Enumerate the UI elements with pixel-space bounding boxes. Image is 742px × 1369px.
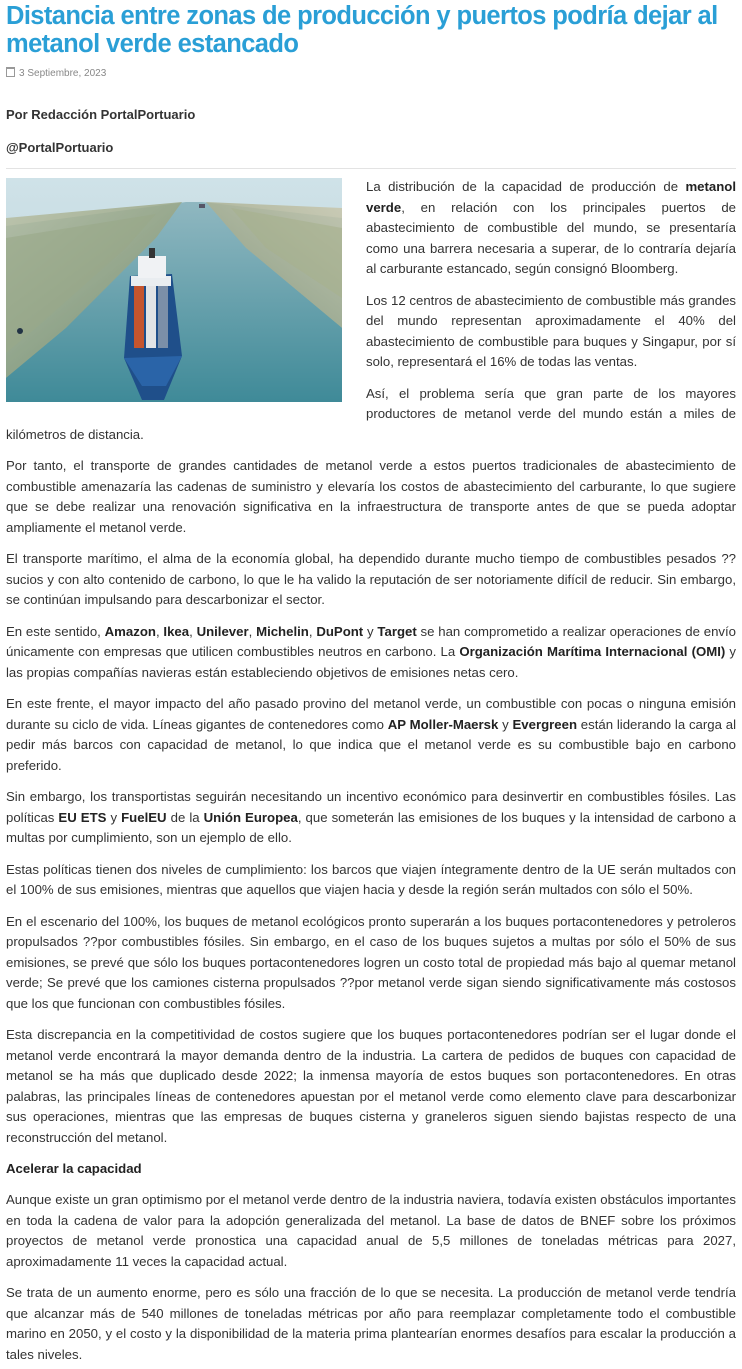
text-run: ,	[308, 623, 317, 639]
text-run: Esta discrepancia en la competitividad de costos sugiere que los buques portacontenedores podrían ser el lugar donde el metanol verde encontrará la mayor demanda dentro de la industria. La cartera de pedidos de buques con capacidad de metanol se ha más que duplicado desde 2022; la inmensa mayoría de estos buques son portacontenedores. En otras palabras, las principales líneas de contenedores apuestan por el metanol verde como elemento clave para descarbonizar sus operaciones, mientras que las empresas de buques cisterna y graneleros siguen siendo bajistas respecto de una reconstrucción del metanol.	[6, 1027, 736, 1145]
bold-term: metanol verde	[366, 179, 736, 215]
text-run: Se trata de un aumento enorme, pero es sólo una fracción de lo que se necesita. La producción de metanol verde tendría que alcanzar más de 540 millones de toneladas métricas por año para reemplazar completamente todo el combustible marino en 2050, y el costo y la disponibilidad de la materia prima plantearían enormes desafíos para escalar la producción a tales niveles.	[6, 1285, 736, 1362]
text-run: y	[498, 716, 513, 732]
article-photo	[6, 178, 342, 402]
post-date	[6, 67, 736, 81]
divider	[6, 168, 736, 169]
bold-term: Ikea	[163, 623, 190, 639]
bold-term: Target	[377, 623, 417, 639]
bold-term: Michelin	[256, 623, 309, 639]
text-run: La distribución de la capacidad de producción de	[366, 179, 686, 194]
paragraph-12	[6, 1190, 736, 1272]
bold-term: Unilever	[196, 623, 249, 639]
text-run: se han comprometido a realizar operaciones de envío únicamente con empresas que utilicen combustibles neutros en carbono. La	[6, 623, 736, 659]
paragraph-11	[6, 1025, 736, 1148]
text-run: y	[106, 809, 122, 825]
text-run: ,	[189, 623, 197, 639]
bold-term: AP Moller-Maersk	[387, 716, 499, 732]
text-run: ,	[155, 623, 164, 639]
text-run: Por tanto, el transporte de grandes cantidades de metanol verde a estos puertos tradicionales de abastecimiento de combustible amenazaría las cadenas de suministro y elevaría los costos de abastecimiento del carburante, lo que sugiere que se debe realizar una renovación significativa en la infraestructura de transporte antes de que se pueda adoptar ampliamente el metanol verde.	[6, 458, 736, 535]
paragraph-4	[6, 456, 736, 538]
text-run: , que someterán las emisiones de los buques y la intensidad de carbono a multas por cumplimiento, son un ejemplo de ello.	[6, 809, 737, 845]
text-run: , en relación con los principales puertos de abastecimiento de combustible del mundo, se presentaría como una barrera necesaria a superar, de lo contraría dejaría al carburante estancado, según consignó Bloomberg.	[366, 199, 736, 276]
article-body	[6, 177, 736, 1365]
paragraph-5	[6, 549, 736, 611]
text-run: están liderando la carga al pedir más barcos con capacidad de metanol, lo que indica que el metanol verde es su combustible bajo en carbono preferido.	[6, 716, 736, 773]
bold-term: Unión Europea	[203, 809, 298, 825]
bold-term: Amazon	[104, 623, 156, 639]
bold-term: FuelEU	[121, 809, 167, 825]
post-date-text: 3 Septiembre, 2023	[19, 68, 107, 79]
text-run: El transporte marítimo, el alma de la economía global, ha dependido durante mucho tiempo de combustibles pesados ??sucios y con alto contenido de carbono, lo que le ha valido la reputación de ser notoriamente difícil de reducir. Sin embargo, se continúan impulsando para descarbonizar el sector.	[6, 551, 736, 607]
text-run: Estas políticas tienen dos niveles de cumplimiento: los barcos que viajen íntegramente dentro de la UE serán multados con el 100% de sus emisiones, mientras que aquellos que viajen hacia y desde la región serán multados con sólo el 50%.	[6, 861, 736, 897]
bold-term: Organización Marítima Internacional (OMI)	[459, 644, 726, 659]
text-run: En este frente, el mayor impacto del año pasado provino del metanol verde, un combustible con pocas o ninguna emisión durante su ciclo de vida. Líneas gigantes de contenedores como	[6, 696, 736, 732]
text-run: Así, el problema sería que gran parte de los mayores productores de metanol verde del mundo están a miles de kilómetros de distancia.	[6, 385, 736, 442]
paragraph-9	[6, 860, 736, 901]
text-run: Los 12 centros de abastecimiento de combustible más grandes del mundo representan aproximadamente el 40% del abastecimiento de combustible para buques y Singapur, por sí solo, representará el 16% de todas las ventas.	[366, 292, 736, 369]
text-run: y	[363, 623, 378, 639]
article-title: Distancia entre zonas de producción y puertos podría dejar al metanol verde estancado	[6, 2, 718, 58]
text-run: ,	[248, 623, 257, 639]
bold-term: Evergreen	[512, 716, 578, 732]
paragraph-13	[6, 1283, 736, 1365]
section-subheading: Acelerar la capacidad	[6, 1161, 142, 1176]
text-run: Sin embargo, los transportistas seguirán necesitando un incentivo económico para desinvertir en combustibles fósiles. Las políticas	[6, 789, 736, 825]
text-run: de la	[166, 809, 204, 825]
bold-term: DuPont	[316, 623, 364, 639]
text-run: y las propias compañías navieras están estableciendo objetivos de emisiones netas cero.	[6, 644, 736, 680]
bold-term: EU ETS	[58, 809, 107, 825]
paragraph-6	[6, 622, 736, 684]
paragraph-7	[6, 694, 736, 776]
text-run: En el escenario del 100%, los buques de metanol ecológicos pronto superarán a los buques portacontenedores y petroleros propulsados ??por combustibles fósiles. Sin embargo, en el caso de los buques sujetos a multas por sólo el 50% de sus emisiones, se prevé que sólo los buques portacontenedores logren un costo total de propiedad más bajo al quemar metanol verde; Se prevé que los camiones cisterna propulsados ??por metanol verde sigan siendo significativamente más costosos que los que funcionan con combustibles fósiles.	[6, 913, 736, 1011]
container-ship-canal-image	[6, 178, 342, 402]
text-run: En este sentido,	[6, 623, 105, 639]
calendar-icon	[6, 67, 15, 77]
paragraph-8	[6, 787, 736, 849]
paragraph-10	[6, 912, 736, 1015]
author-handle[interactable]: @PortalPortuario	[6, 140, 114, 155]
author-byline: Por Redacción PortalPortuario	[6, 107, 196, 122]
text-run: Aunque existe un gran optimismo por el metanol verde dentro de la industria naviera, todavía existen obstáculos importantes en toda la cadena de valor para la adopción generalizada del metanol. La base de datos de BNEF sobre los próximos proyectos de metanol verde pronostica una capacidad anual de 5,5 millones de toneladas métricas para 2027, aproximadamente 11 veces la capacidad actual.	[6, 1192, 736, 1269]
